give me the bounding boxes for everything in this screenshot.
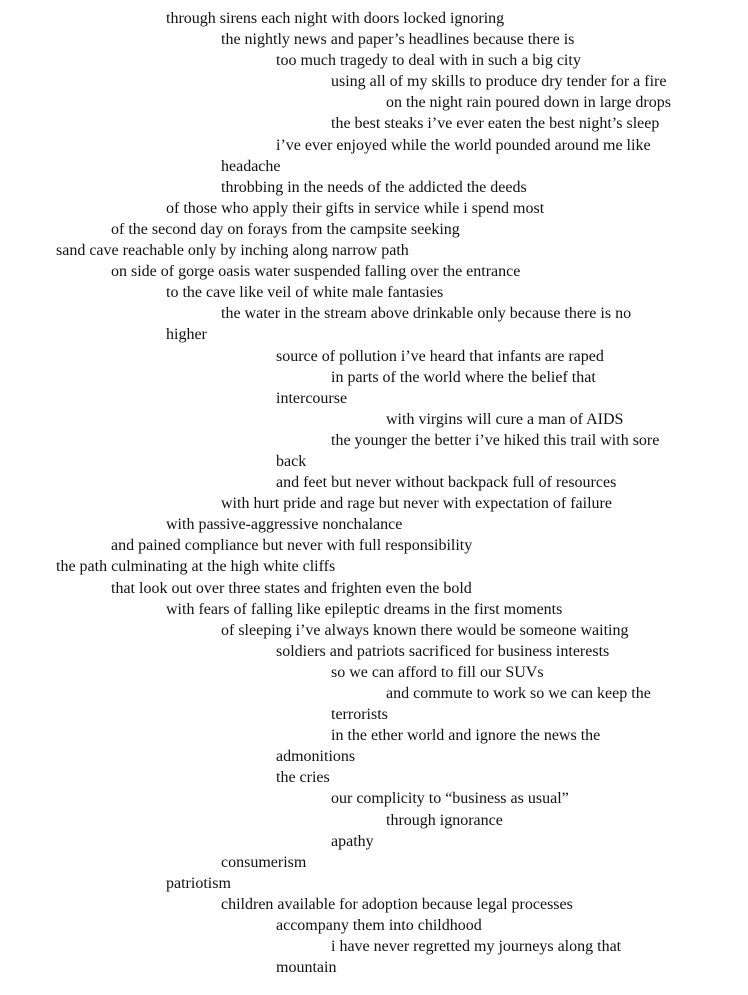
poem-line: with virgins will cure a man of AIDS: [386, 410, 624, 428]
poem-line: the cries: [276, 769, 330, 787]
poem-line: headache: [221, 157, 281, 175]
poem-line: source of pollution i’ve heard that infants are raped: [276, 347, 604, 365]
poem-line: admonitions: [276, 748, 356, 766]
poem-line: that look out over three states and frighten even the bold: [111, 579, 472, 597]
poem-line: so we can afford to fill our SUVs: [331, 663, 544, 681]
poem-line: in parts of the world where the belief that: [331, 368, 596, 386]
poem-line: terrorists: [331, 706, 388, 724]
poem-line: the water in the stream above drinkable only because there is no: [221, 305, 632, 323]
poem-line: and pained compliance but never with full responsibility: [111, 537, 473, 555]
poem-line: accompany them into childhood: [276, 917, 482, 935]
poem-line: of sleeping i’ve always known there would be someone waiting: [221, 621, 629, 639]
poem-line: of those who apply their gifts in service while i spend most: [166, 199, 545, 217]
poem-line: too much tragedy to deal with in such a big city: [276, 52, 581, 70]
poem-line: throbbing in the needs of the addicted the deeds: [221, 178, 527, 196]
poem-line: using all of my skills to produce dry tender for a fire: [331, 73, 667, 91]
poem-line: intercourse: [276, 389, 348, 407]
poem-line: back: [276, 452, 307, 470]
poem-line: the younger the better i’ve hiked this trail with sore: [331, 431, 660, 449]
poem-line: with fears of falling like epileptic dreams in the first moments: [166, 600, 563, 618]
poem-line: consumerism: [221, 853, 307, 871]
poem-body: [0, 8, 748, 978]
poem-line: the path culminating at the high white cliffs: [56, 558, 336, 576]
poem-line: our complicity to “business as usual”: [331, 790, 569, 808]
poem-line: mountain: [276, 959, 337, 977]
poem-line: to the cave like veil of white male fantasies: [166, 284, 444, 302]
poem-line: with passive-aggressive nonchalance: [166, 516, 403, 534]
poem-line: sand cave reachable only by inching along narrow path: [56, 242, 409, 260]
poem-line: and feet but never without backpack full of resources: [276, 474, 617, 492]
poem-line: and commute to work so we can keep the: [386, 685, 651, 702]
poem-line: on the night rain poured down in large drops: [386, 94, 671, 112]
poem-line: with hurt pride and rage but never with expectation of failure: [221, 495, 612, 513]
poem-line: i have never regretted my journeys along that: [331, 938, 622, 956]
poem-line: of the second day on forays from the campsite seeking: [111, 220, 460, 238]
poem-line: on side of gorge oasis water suspended falling over the entrance: [111, 263, 521, 281]
poem-line: children available for adoption because legal processes: [221, 895, 573, 913]
poem-line: through ignorance: [386, 811, 503, 829]
poem-line: apathy: [331, 832, 374, 850]
poem-line: higher: [166, 326, 207, 344]
poem-line: through sirens each night with doors locked ignoring: [166, 10, 505, 27]
poem-line: patriotism: [166, 874, 231, 892]
poem-line: soldiers and patriots sacrificed for business interests: [276, 642, 610, 660]
poem-line: i’ve ever enjoyed while the world pounded around me like: [276, 136, 651, 154]
poem-line: in the ether world and ignore the news the: [331, 727, 601, 745]
poem-line: the nightly news and paper’s headlines because there is: [221, 31, 575, 49]
poem-line: the best steaks i’ve ever eaten the best night’s sleep: [331, 115, 660, 133]
